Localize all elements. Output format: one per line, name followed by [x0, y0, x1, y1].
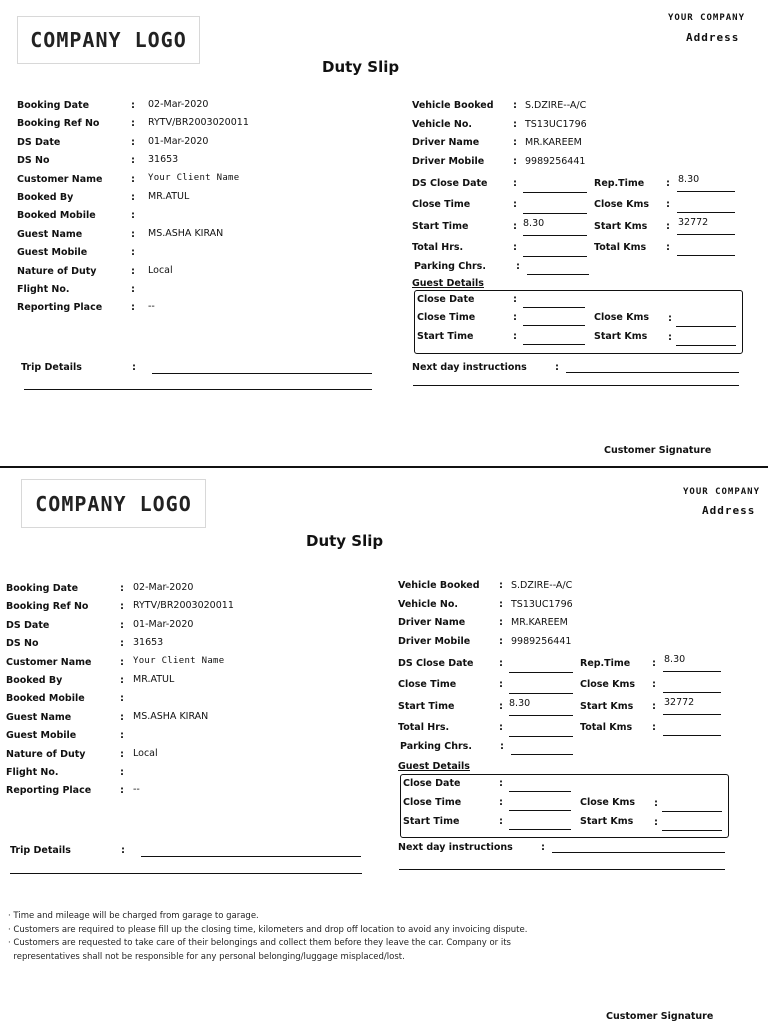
note-line: · Time and mileage will be charged from garage to garage.: [8, 911, 259, 921]
guest-close-time-underline: [523, 325, 585, 326]
colon: :: [120, 785, 124, 797]
colon: :: [120, 675, 124, 686]
colon: :: [131, 228, 135, 240]
colon: :: [500, 741, 504, 752]
next-day-instructions-underline: [552, 852, 725, 853]
flight-no-label: Flight No.: [17, 284, 70, 295]
duty-slip-1: [0, 0, 768, 466]
guest-start-time-label: Start Time: [417, 331, 474, 342]
close-time-label: Close Time: [398, 679, 457, 691]
flight-no-label: Flight No.: [6, 767, 59, 778]
booking-date-value: 02-Mar-2020: [133, 582, 194, 593]
vehicle-no-value: TS13UC1796: [511, 598, 573, 610]
total-kms-label: Total Kms: [594, 241, 647, 253]
colon: :: [131, 136, 135, 148]
colon: :: [131, 265, 135, 277]
note-line: · Customers are required to please fill up the closing time, kilometers and drop off location to avoid any invoicing dispute.: [8, 924, 528, 935]
next-day-instructions-label: Next day instructions: [398, 842, 513, 853]
start-time-value: 8.30: [509, 697, 531, 709]
driver-name-label: Driver Name: [398, 617, 466, 629]
guest-start-time-underline: [509, 829, 571, 830]
driver-mobile-value: 9989256441: [525, 155, 586, 167]
colon: :: [513, 312, 517, 323]
guest-close-kms-label: Close Kms: [580, 797, 636, 808]
colon: :: [516, 261, 520, 272]
colon: :: [652, 679, 656, 691]
rep-time-underline: [663, 671, 721, 672]
colon: :: [513, 155, 517, 167]
colon: :: [120, 656, 124, 668]
colon: :: [131, 302, 135, 314]
vehicle-no-label: Vehicle No.: [412, 118, 473, 130]
guest-close-date-label: Close Date: [403, 778, 461, 789]
colon: :: [652, 721, 656, 733]
nature-of-duty-label: Nature of Duty: [17, 265, 97, 277]
driver-name-value: MR.KAREEM: [511, 617, 568, 629]
ds-no-value: 31653: [133, 637, 164, 649]
colon: :: [541, 842, 545, 853]
customer-name-label: Customer Name: [17, 173, 103, 185]
colon: :: [499, 700, 503, 712]
company-logo: COMPANY LOGO: [21, 479, 206, 528]
colon: :: [513, 178, 517, 189]
ds-close-date-label: DS Close Date: [412, 178, 488, 189]
reporting-place-label: Reporting Place: [6, 785, 92, 797]
colon: :: [499, 598, 503, 610]
colon: :: [513, 137, 517, 149]
start-kms-label: Start Kms: [580, 700, 634, 712]
total-hrs-label: Total Hrs.: [412, 241, 464, 253]
colon: :: [555, 362, 559, 373]
note-line: · Customers are requested to take care of their belongings and collect them before they leave the car. Company or its: [8, 938, 511, 948]
colon: :: [513, 100, 517, 111]
colon: :: [666, 220, 670, 232]
close-time-label: Close Time: [412, 199, 471, 211]
customer-signature-label: Customer Signature: [604, 445, 712, 456]
colon: :: [513, 331, 517, 342]
vehicle-no-label: Vehicle No.: [398, 598, 459, 610]
vehicle-booked-label: Vehicle Booked: [398, 580, 480, 591]
total-kms-label: Total Kms: [580, 721, 633, 733]
start-kms-value: 32772: [678, 216, 709, 228]
colon: :: [668, 313, 672, 324]
driver-mobile-label: Driver Mobile: [398, 635, 471, 647]
start-time-label: Start Time: [412, 220, 469, 232]
next-day-instructions-label: Next day instructions: [412, 362, 527, 373]
company-name: YOUR COMPANY: [683, 487, 761, 497]
ds-close-date-label: DS Close Date: [398, 658, 474, 669]
total-kms-underline: [677, 255, 735, 256]
rep-time-underline: [677, 191, 735, 192]
guest-name-value: MS.ASHA KIRAN: [148, 227, 224, 239]
total-hrs-label: Total Hrs.: [398, 721, 450, 733]
colon: :: [120, 619, 124, 631]
start-kms-label: Start Kms: [594, 220, 648, 232]
booking-ref-no-value: RYTV/BR2003020011: [148, 117, 249, 129]
colon: :: [120, 767, 124, 778]
company-address: Address: [702, 504, 756, 517]
page-title: Duty Slip: [322, 58, 400, 76]
vehicle-no-value: TS13UC1796: [525, 118, 587, 130]
colon: :: [666, 199, 670, 211]
ds-date-value: 01-Mar-2020: [148, 135, 209, 147]
colon: :: [513, 220, 517, 232]
nature-of-duty-value: Local: [133, 747, 158, 759]
trip-details-label: Trip Details: [10, 845, 71, 856]
rep-time-label: Rep.Time: [594, 178, 645, 189]
colon: :: [120, 583, 124, 594]
guest-name-label: Guest Name: [17, 228, 83, 240]
colon: :: [499, 658, 503, 669]
guest-details-heading: Guest Details: [412, 278, 484, 289]
colon: :: [499, 816, 503, 827]
reporting-place-value: --: [133, 784, 140, 796]
ds-date-value: 01-Mar-2020: [133, 618, 194, 630]
colon: :: [668, 332, 672, 343]
guest-mobile-label: Guest Mobile: [17, 247, 88, 259]
total-hrs-underline: [509, 736, 573, 737]
colon: :: [132, 362, 136, 373]
customer-name-value: Your Client Name: [148, 172, 240, 183]
colon: :: [131, 173, 135, 185]
ds-no-label: DS No: [6, 638, 39, 650]
booked-by-value: MR.ATUL: [133, 674, 175, 685]
guest-start-kms-underline: [676, 345, 736, 346]
close-kms-underline: [663, 692, 721, 693]
booked-by-value: MR.ATUL: [148, 191, 190, 202]
booking-date-label: Booking Date: [17, 100, 90, 111]
colon: :: [666, 241, 670, 253]
ds-date-label: DS Date: [17, 136, 61, 148]
slip-separator: [0, 466, 768, 468]
ds-no-value: 31653: [148, 154, 179, 166]
booked-by-label: Booked By: [17, 192, 74, 203]
colon: :: [652, 700, 656, 712]
colon: :: [499, 778, 503, 789]
guest-close-time-underline: [509, 810, 571, 811]
guest-start-kms-underline: [662, 830, 722, 831]
driver-name-label: Driver Name: [412, 137, 480, 149]
driver-mobile-label: Driver Mobile: [412, 155, 485, 167]
colon: :: [513, 118, 517, 130]
trip-details-underline: [152, 373, 372, 374]
start-time-label: Start Time: [398, 700, 455, 712]
colon: :: [499, 635, 503, 647]
terms-notes: [8, 910, 527, 964]
rep-time-value: 8.30: [678, 174, 700, 185]
colon: :: [666, 178, 670, 189]
colon: :: [499, 617, 503, 629]
colon: :: [131, 192, 135, 203]
customer-signature-label: Customer Signature: [606, 1011, 714, 1022]
guest-start-time-underline: [523, 344, 585, 345]
guest-start-time-label: Start Time: [403, 816, 460, 827]
colon: :: [120, 601, 124, 613]
ds-date-label: DS Date: [6, 619, 50, 631]
company-address: Address: [686, 31, 740, 44]
colon: :: [131, 100, 135, 111]
guest-name-label: Guest Name: [6, 711, 72, 723]
ds-no-label: DS No: [17, 155, 50, 167]
close-kms-label: Close Kms: [594, 199, 650, 211]
customer-name-value: Your Client Name: [133, 655, 225, 666]
vehicle-booked-label: Vehicle Booked: [412, 100, 494, 111]
nature-of-duty-label: Nature of Duty: [6, 748, 86, 760]
booking-ref-no-label: Booking Ref No: [6, 601, 89, 613]
colon: :: [120, 711, 124, 723]
customer-name-label: Customer Name: [6, 656, 92, 668]
guest-close-date-underline: [509, 791, 571, 792]
trip-details-underline-2: [10, 873, 362, 874]
vehicle-booked-value: S.DZIRE--A/C: [525, 100, 587, 111]
booked-mobile-label: Booked Mobile: [17, 210, 96, 222]
colon: :: [499, 580, 503, 591]
rep-time-value: 8.30: [664, 654, 686, 665]
next-day-instructions-underline-2: [413, 385, 739, 386]
close-time-underline: [523, 213, 587, 214]
total-hrs-underline: [523, 256, 587, 257]
colon: :: [499, 679, 503, 691]
guest-close-date-underline: [523, 307, 585, 308]
booking-ref-no-value: RYTV/BR2003020011: [133, 600, 234, 612]
booked-by-label: Booked By: [6, 675, 63, 686]
ds-close-date-underline: [523, 192, 587, 193]
parking-charges-underline: [527, 274, 589, 275]
guest-details-heading: Guest Details: [398, 761, 470, 772]
colon: :: [131, 210, 135, 222]
parking-charges-underline: [511, 754, 573, 755]
booked-mobile-label: Booked Mobile: [6, 693, 85, 705]
booking-date-value: 02-Mar-2020: [148, 99, 209, 110]
start-kms-underline: [677, 234, 735, 235]
guest-close-kms-label: Close Kms: [594, 312, 650, 323]
trip-details-label: Trip Details: [21, 362, 82, 373]
colon: :: [120, 748, 124, 760]
colon: :: [121, 845, 125, 856]
guest-name-value: MS.ASHA KIRAN: [133, 710, 209, 722]
trip-details-underline: [141, 856, 361, 857]
guest-start-kms-label: Start Kms: [580, 816, 634, 827]
start-time-underline: [509, 715, 573, 716]
guest-close-date-label: Close Date: [417, 294, 475, 305]
guest-start-kms-label: Start Kms: [594, 331, 648, 342]
guest-close-time-label: Close Time: [403, 797, 462, 808]
reporting-place-label: Reporting Place: [17, 302, 103, 314]
start-kms-value: 32772: [664, 696, 695, 708]
colon: :: [120, 693, 124, 705]
colon: :: [513, 294, 517, 305]
guest-close-time-label: Close Time: [417, 312, 476, 323]
start-kms-underline: [663, 714, 721, 715]
next-day-instructions-underline: [566, 372, 739, 373]
rep-time-label: Rep.Time: [580, 658, 631, 669]
close-kms-underline: [677, 212, 735, 213]
driver-mobile-value: 9989256441: [511, 635, 572, 647]
ds-close-date-underline: [509, 672, 573, 673]
colon: :: [120, 730, 124, 742]
vehicle-booked-value: S.DZIRE--A/C: [511, 580, 573, 591]
company-name: YOUR COMPANY: [668, 13, 746, 23]
page-title: Duty Slip: [306, 532, 384, 550]
colon: :: [499, 721, 503, 733]
colon: :: [654, 798, 658, 809]
colon: :: [131, 284, 135, 295]
note-line: representatives shall not be responsible for any personal belonging/luggage misplaced/lost.: [13, 951, 405, 962]
trip-details-underline-2: [24, 389, 372, 390]
driver-name-value: MR.KAREEM: [525, 137, 582, 149]
colon: :: [120, 638, 124, 650]
colon: :: [654, 817, 658, 828]
colon: :: [131, 118, 135, 130]
booking-date-label: Booking Date: [6, 583, 79, 594]
next-day-instructions-underline-2: [399, 869, 725, 870]
company-logo: COMPANY LOGO: [17, 16, 200, 64]
close-time-underline: [509, 693, 573, 694]
colon: :: [652, 658, 656, 669]
guest-close-kms-underline: [676, 326, 736, 327]
colon: :: [513, 241, 517, 253]
colon: :: [499, 797, 503, 808]
reporting-place-value: --: [148, 301, 155, 313]
start-time-value: 8.30: [523, 217, 545, 229]
start-time-underline: [523, 235, 587, 236]
colon: :: [131, 247, 135, 259]
colon: :: [131, 155, 135, 167]
parking-charges-label: Parking Chrs.: [414, 261, 486, 272]
parking-charges-label: Parking Chrs.: [400, 741, 472, 752]
colon: :: [513, 199, 517, 211]
total-kms-underline: [663, 735, 721, 736]
close-kms-label: Close Kms: [580, 679, 636, 691]
nature-of-duty-value: Local: [148, 264, 173, 276]
guest-close-kms-underline: [662, 811, 722, 812]
guest-mobile-label: Guest Mobile: [6, 730, 77, 742]
booking-ref-no-label: Booking Ref No: [17, 118, 100, 130]
